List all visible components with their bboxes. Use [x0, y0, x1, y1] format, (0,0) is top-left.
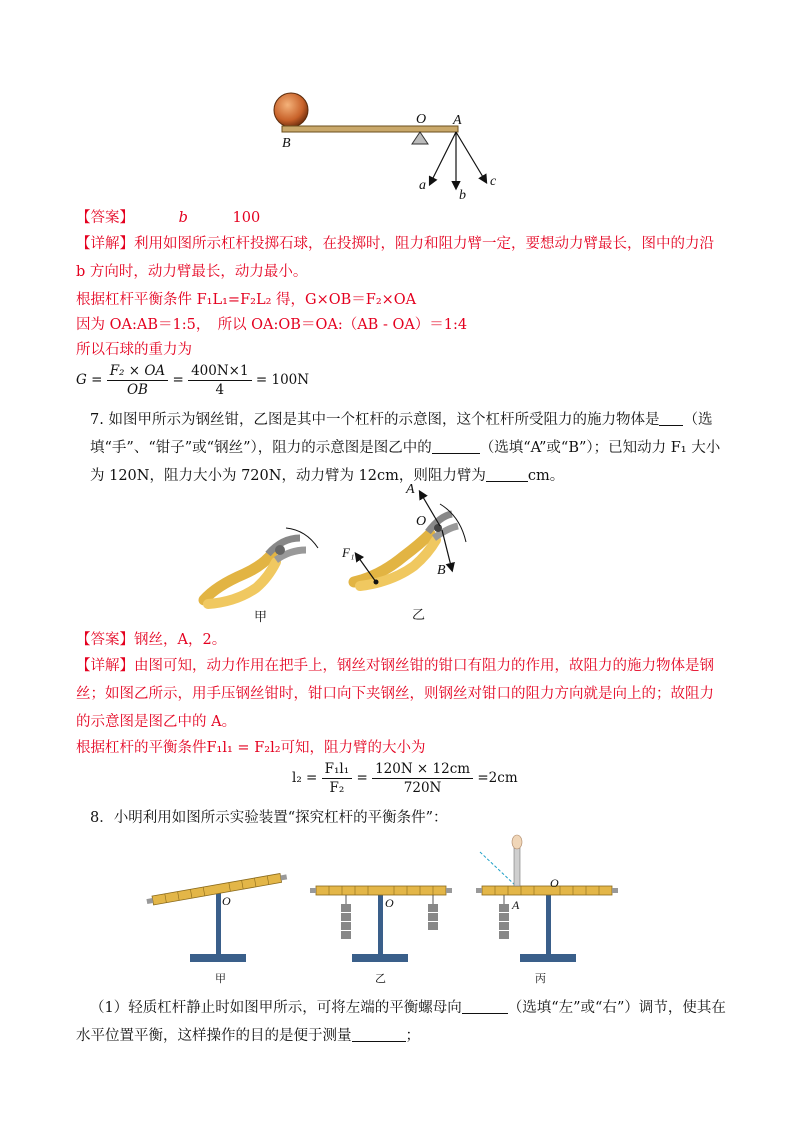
question-8: 8．小明利用如图所示实验装置“探究杠杆的平衡条件”：: [90, 810, 448, 826]
lever-bar: [282, 126, 458, 132]
detail-6-line4: 所以石球的重力为: [76, 342, 192, 358]
label-b: b: [459, 188, 466, 203]
blank-8-1[interactable]: [462, 999, 508, 1014]
label-A: A: [453, 113, 462, 128]
detail-6-line2: 根据杠杆平衡条件 F₁L₁=F₂L₂ 得，G×OB＝F₂×OA: [76, 292, 417, 308]
caption-yi-7: 乙: [412, 608, 426, 623]
caption-yi-8: 乙: [375, 972, 386, 985]
question-8-sub1: （1）轻质杠杆静止时如图甲所示，可将左端的平衡螺母向 （选填“左”或“右”）调节，使其在水平位置平衡，这样操作的目的是便于测量 ；: [76, 1000, 726, 1044]
label-O-7: O: [416, 514, 427, 529]
label-O-bing-8: O: [550, 876, 559, 890]
label-O-yi-8: O: [385, 896, 394, 910]
formula-7: l₂ = $\frac{\text{F₁l₁}}{\text{F₂}}$ = $\frac{120N \times 12cm}{720N}$ =2cm: [292, 761, 518, 796]
answer-6: 【答案】 b 100: [76, 210, 261, 226]
caption-bing-8: 丙: [535, 972, 546, 985]
label-A-bing-8: A: [512, 898, 520, 912]
label-a: a: [419, 178, 426, 193]
formula-6: G = $\frac{\text{F₂ × OA}}{OB}$ = $\frac{400N\times 1}{4}$ = 100N: [76, 363, 310, 398]
label-O-jia-8: O: [222, 894, 231, 908]
detail-6: 【详解】利用如图所示杠杆投掷石球，在投掷时，阻力和阻力臂一定，要想动力臂最长，图中的力沿 b 方向时，动力臂最长，动力最小。: [76, 236, 714, 280]
detail-7-line2: 根据杠杆的平衡条件F₁l₁ = F₂l₂可知，阻力臂的大小为: [76, 740, 426, 756]
label-A-7: A: [406, 482, 415, 497]
apparatus-bing: [474, 830, 624, 970]
label-B-7: B: [437, 563, 446, 578]
label-F1-7: F₁: [342, 545, 355, 560]
answer-7: 【答案】钢丝，A，2。: [76, 632, 227, 648]
pliers-figure-jia: [196, 520, 326, 610]
question-7: 7. 如图甲所示为钢丝钳，乙图是其中一个杠杆的示意图，这个杠杆所受阻力的施力物体是 （选填“手”、“钳子”或“钢丝”），阻力的示意图是图乙中的 （选填“A”或“B”）；已知动力 F₁ 大小为 120N，阻力大小为 720N，动力臂为 12cm，则阻力臂为 cm。: [90, 412, 721, 484]
detail-6-line3: 因为 OA:AB＝1:5， 所以 OA:OB＝OA:（AB - OA）＝1:4: [76, 317, 468, 333]
detail-7: 【详解】由图可知，动力作用在把手上，钢丝对钢丝钳的钳口有阻力的作用，故阻力的施力物体是钢丝；如图乙所示，用手压钢丝钳时，钳口向下夹钢丝，则钢丝对钳口的阻力方向就是向上的；故阻力的示意图是图乙中的 A。: [76, 658, 714, 730]
blank-7-3[interactable]: [486, 467, 528, 482]
caption-jia-8: 甲: [215, 972, 226, 985]
blank-8-2[interactable]: [352, 1027, 406, 1042]
label-O: O: [416, 112, 427, 127]
label-c: c: [490, 174, 497, 189]
lever-ball-figure: [260, 88, 520, 208]
apparatus-yi: [306, 870, 456, 970]
ball: [274, 93, 308, 127]
apparatus-jia: [146, 860, 296, 970]
blank-7-1[interactable]: [659, 411, 683, 426]
label-B: B: [282, 136, 291, 151]
fulcrum: [412, 132, 428, 144]
blank-7-2[interactable]: [432, 439, 480, 454]
caption-jia-7: 甲: [254, 610, 268, 625]
pliers-figure-yi: [340, 486, 490, 596]
